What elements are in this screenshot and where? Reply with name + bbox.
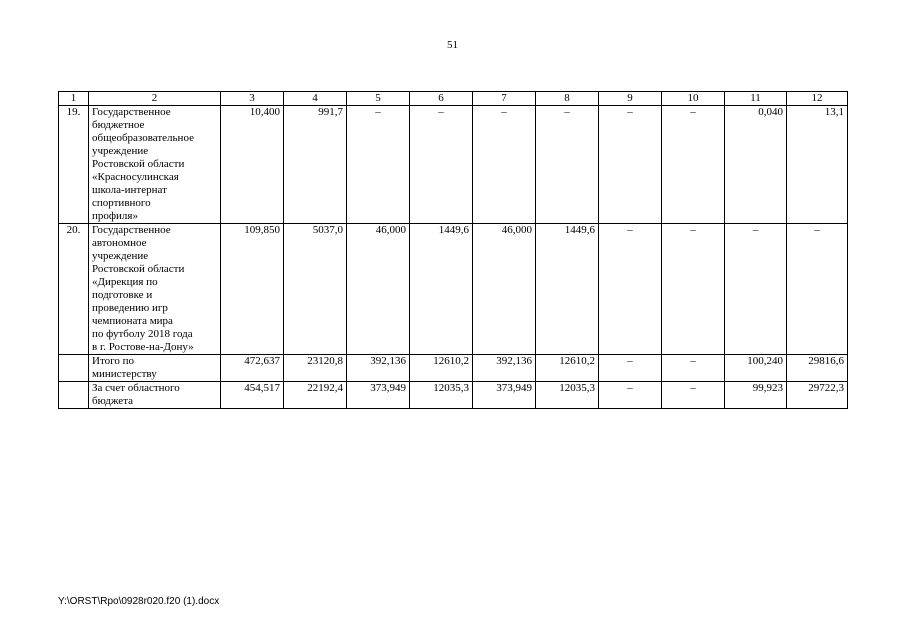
value-cell: 13,1: [787, 106, 848, 224]
value-cell: 1449,6: [410, 224, 473, 355]
name-line: учреждение: [92, 145, 149, 157]
value-cell: 109,850: [221, 224, 284, 355]
table-row: [59, 355, 848, 382]
value-cell: 454,517: [221, 382, 284, 409]
value-cell: 991,7: [284, 106, 347, 224]
name-line: подготовке и: [92, 289, 153, 301]
value-cell: 46,000: [473, 224, 536, 355]
name-line: профиля»: [92, 210, 138, 222]
name-line: Ростовской области: [92, 263, 185, 275]
value-cell: 22192,4: [284, 382, 347, 409]
name-line: спортивного: [92, 197, 151, 209]
name-line: по футболу 2018 года: [92, 328, 193, 340]
name-line: автономное: [92, 237, 147, 249]
name-line: в г. Ростове-на-Дону»: [92, 341, 194, 353]
table-header-row: [59, 92, 848, 106]
value-cell: –: [599, 382, 662, 409]
value-cell: –: [536, 106, 599, 224]
column-header: 3: [221, 92, 284, 106]
name-line: Государственное: [92, 106, 171, 118]
value-cell: –: [662, 106, 725, 224]
value-cell: 0,040: [725, 106, 787, 224]
value-cell: 12035,3: [536, 382, 599, 409]
table-row: [59, 382, 848, 409]
value-cell: –: [599, 355, 662, 382]
budget-table: [58, 91, 848, 409]
name-line: школа-интернат: [92, 184, 167, 196]
column-header: 9: [599, 92, 662, 106]
column-header: 2: [89, 92, 221, 106]
name-line: За счет областного: [92, 382, 180, 394]
value-cell: –: [787, 224, 848, 355]
name-line: бюджета: [92, 395, 134, 407]
name-line: Ростовской области: [92, 158, 185, 170]
name-line: «Дирекция по: [92, 276, 158, 288]
name-line: министерству: [92, 368, 157, 380]
row-number: [59, 382, 89, 409]
value-cell: 12610,2: [410, 355, 473, 382]
column-header: 6: [410, 92, 473, 106]
name-line: «Красносулинская: [92, 171, 179, 183]
value-cell: 99,923: [725, 382, 787, 409]
row-number: [59, 355, 89, 382]
value-cell: 392,136: [473, 355, 536, 382]
value-cell: –: [599, 224, 662, 355]
value-cell: –: [725, 224, 787, 355]
row-number: 19.: [59, 106, 89, 224]
value-cell: –: [662, 382, 725, 409]
column-header: 11: [725, 92, 787, 106]
name-line: Итого по: [92, 355, 134, 367]
institution-name: [89, 382, 221, 409]
value-cell: –: [473, 106, 536, 224]
file-path-footer: Y:\ORST\Rpo\0928r020.f20 (1).docx: [58, 596, 220, 607]
column-header: 12: [787, 92, 848, 106]
value-cell: 23120,8: [284, 355, 347, 382]
value-cell: 12035,3: [410, 382, 473, 409]
page-number: 51: [447, 39, 458, 51]
value-cell: –: [347, 106, 410, 224]
table-row: [59, 106, 848, 224]
value-cell: 29722,3: [787, 382, 848, 409]
value-cell: 46,000: [347, 224, 410, 355]
value-cell: –: [410, 106, 473, 224]
value-cell: 373,949: [347, 382, 410, 409]
institution-name: [89, 355, 221, 382]
column-header: 1: [59, 92, 89, 106]
value-cell: 29816,6: [787, 355, 848, 382]
column-header: 4: [284, 92, 347, 106]
value-cell: 392,136: [347, 355, 410, 382]
name-line: проведению игр: [92, 302, 168, 314]
column-header: 7: [473, 92, 536, 106]
value-cell: –: [662, 224, 725, 355]
institution-name: [89, 106, 221, 224]
column-header: 10: [662, 92, 725, 106]
table-row: [59, 224, 848, 355]
value-cell: 472,637: [221, 355, 284, 382]
name-line: учреждение: [92, 250, 149, 262]
name-line: общеобразовательное: [92, 132, 194, 144]
column-header: 5: [347, 92, 410, 106]
value-cell: –: [599, 106, 662, 224]
value-cell: 373,949: [473, 382, 536, 409]
name-line: Государственное: [92, 224, 171, 236]
value-cell: 10,400: [221, 106, 284, 224]
value-cell: 12610,2: [536, 355, 599, 382]
name-line: бюджетное: [92, 119, 145, 131]
value-cell: 1449,6: [536, 224, 599, 355]
value-cell: –: [662, 355, 725, 382]
institution-name: [89, 224, 221, 355]
name-line: чемпионата мира: [92, 315, 173, 327]
row-number: 20.: [59, 224, 89, 355]
value-cell: 5037,0: [284, 224, 347, 355]
column-header: 8: [536, 92, 599, 106]
value-cell: 100,240: [725, 355, 787, 382]
